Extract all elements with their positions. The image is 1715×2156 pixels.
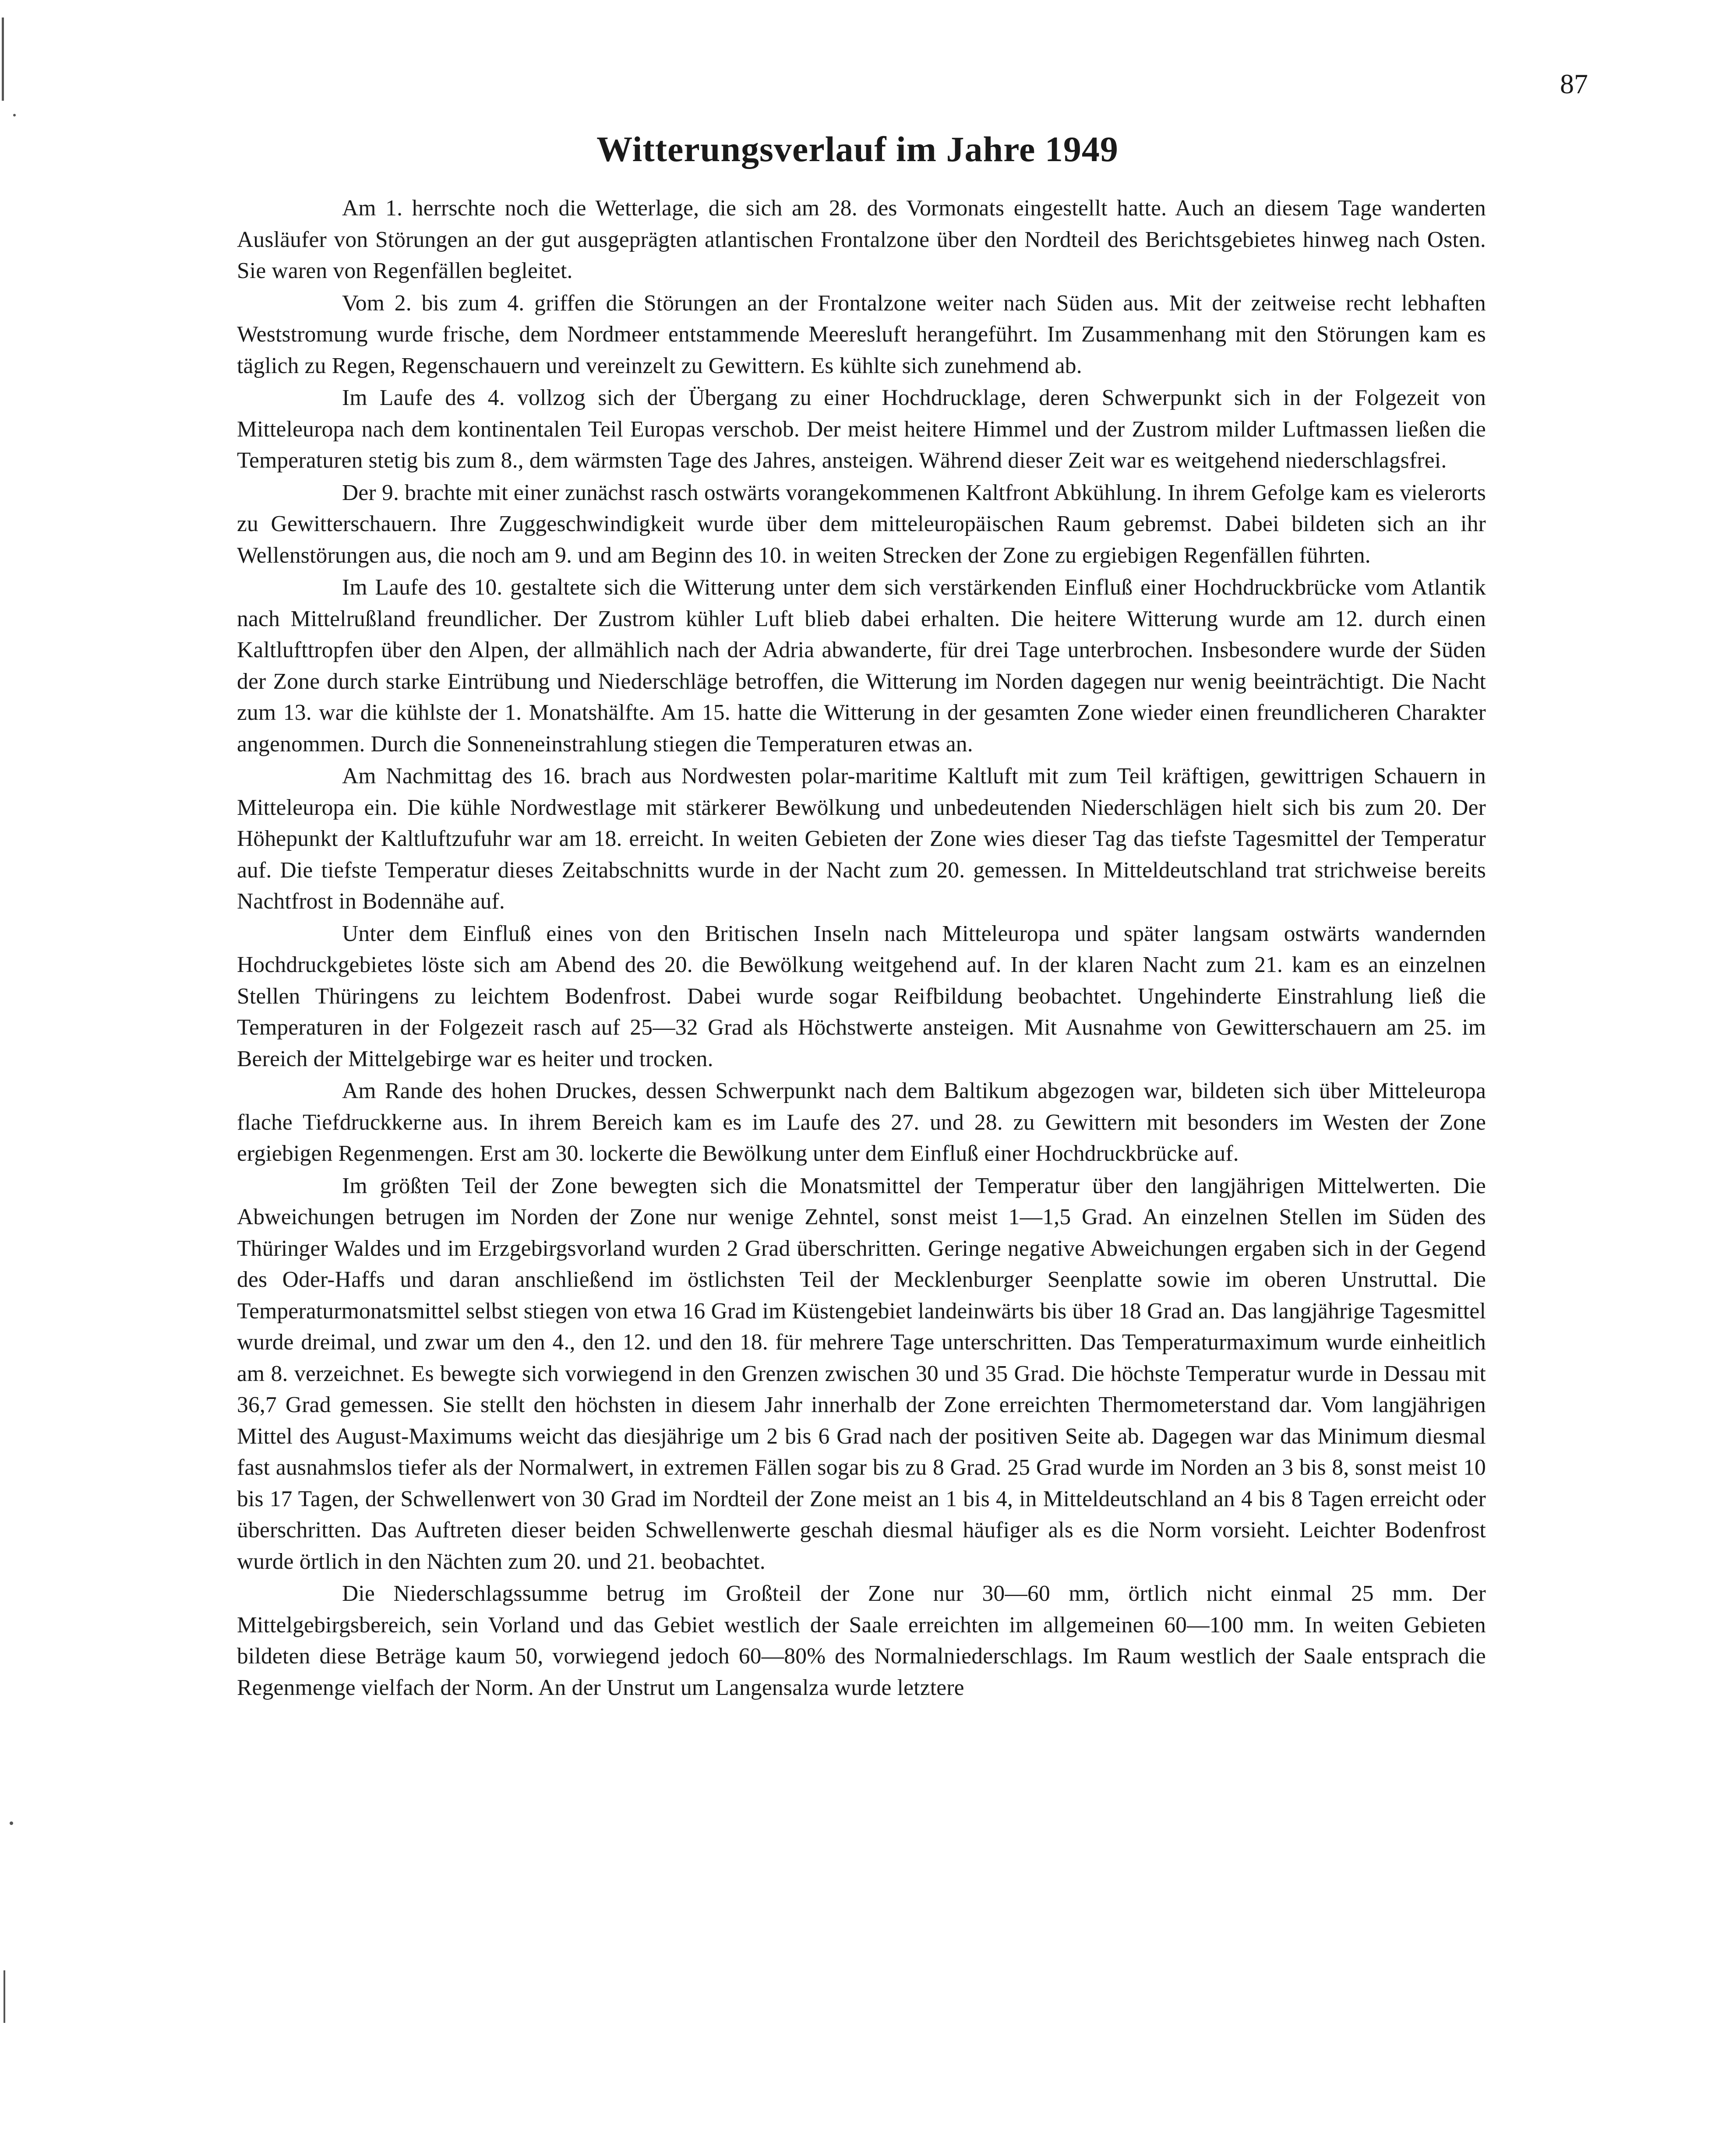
paragraph-3: Im Laufe des 4. vollzog sich der Übergang zu einer Hochdrucklage, deren Schwerpunkt sich in der Folgezeit von Mitteleuropa nach dem kontinentalen Teil Europas verschob. Der meist heitere Himmel und der Zustrom milder Luftmassen ließen die Temperaturen stetig bis zum 8., dem wärmsten Tage des Jahres, ansteigen. Während dieser Zeit war es weitgehend niederschlagsfrei. xyxy=(237,385,1486,473)
paragraph-8: Am Rande des hohen Druckes, dessen Schwerpunkt nach dem Baltikum abgezogen war, bildeten sich über Mitteleuropa flache Tiefdruckkerne aus. In ihrem Bereich kam es im Laufe des 27. und 28. zu Gewittern mit besonders im Westen der Zone ergiebigen Regenmengen. Erst am 30. lockerte die Bewölkung unter dem Einfluß einer Hochdruckbrücke auf. xyxy=(237,1078,1486,1166)
paragraph-1: Am 1. herrschte noch die Wetterlage, die sich am 28. des Vormonats eingestellt hatte. Auch an diesem Tage wanderten Ausläufer von Störungen an der gut ausgeprägten atlantischen Frontalzone über den Nordteil des Berichtsgebietes hinweg nach Osten. Sie waren von Regenfällen begleitet. xyxy=(237,196,1486,283)
page-title: Witterungsverlauf im Jahre 1949 xyxy=(596,129,1119,169)
paragraph-10: Die Niederschlagssumme betrug im Großteil der Zone nur 30—60 mm, örtlich nicht einmal 25 mm. Der Mittelgebirgsbereich, sein Vorland und das Gebiet westlich der Saale erreichten im allgemeinen 60—100 mm. In weiten Gebieten bildeten diese Beträge kaum 50, vorwiegend jedoch 60—80% des Normalniederschlags. Im Raum westlich der Saale entsprach die Regenmenge vielfach der Norm. An der Unstrut um Langensalza wurde letztere xyxy=(237,1581,1486,1700)
paragraph-7: Unter dem Einfluß eines von den Britischen Inseln nach Mitteleuropa und später langsam ostwärts wandernden Hochdruckgebietes löste sich am Abend des 20. die Bewölkung weitgehend auf. In der klaren Nacht zum 21. kam es an einzelnen Stellen Thüringens zu leichtem Bodenfrost. Dabei wurde sogar Reifbildung beobachtet. Ungehinderte Einstrahlung ließ die Temperaturen in der Folgezeit rasch auf 25—32 Grad als Höchstwerte ansteigen. Mit Ausnahme von Gewitterschauern am 25. im Bereich der Mittelgebirge war es heiter und trocken. xyxy=(237,921,1486,1071)
page-number: 87 xyxy=(1560,68,1588,99)
paragraph-2: Vom 2. bis zum 4. griffen die Störungen an der Frontalzone weiter nach Süden aus. Mit der zeitweise recht lebhaften Weststromung wurde frische, dem Nordmeer entstammende Meeresluft herangeführt. Im Zusammenhang mit den Störungen kam es täglich zu Regen, Regenschauern und vereinzelt zu Gewittern. Es kühlte sich zunehmend ab. xyxy=(237,290,1486,378)
scan-mark xyxy=(2,18,4,101)
paragraph-9: Im größten Teil der Zone bewegten sich die Monatsmittel der Temperatur über den langjährigen Mittelwerten. Die Abweichungen betrugen im Norden der Zone nur wenige Zehntel, sonst meist 1—1,5 Grad. An einzelnen Stellen im Süden des Thüringer Waldes und im Erzgebirgsvorland wurden 2 Grad überschritten. Geringe negative Abweichungen ergaben sich in der Gegend des Oder-Haffs und daran anschließend im östlichsten Teil der Mecklenburger Seenplatte sowie im oberen Unstruttal. Die Temperaturmonatsmittel selbst stiegen von etwa 16 Grad im Küstengebiet landeinwärts bis über 18 Grad an. Das langjährige Tagesmittel wurde dreimal, und zwar um den 4., den 12. und den 18. für mehrere Tage unterschritten. Das Temperaturmaximum wurde einheitlich am 8. verzeichnet. Es bewegte sich vorwiegend in den Grenzen zwischen 30 und 35 Grad. Die höchste Temperatur wurde in Dessau mit 36,7 Grad gemessen. Sie stellt den höchsten in diesem Jahr innerhalb der Zone erreichten Thermometerstand dar. Vom langjährigen Mittel des August-Maximums weicht das diesjährige um 2 bis 6 Grad nach der positiven Seite ab. Dagegen war das Minimum diesmal fast ausnahmslos tiefer als der Normalwert, in extremen Fällen sogar bis zu 8 Grad. 25 Grad wurde im Norden an 3 bis 8, sonst meist 10 bis 17 Tagen, der Schwellenwert von 30 Grad im Nordteil der Zone meist an 1 bis 4, in Mitteldeutschland an 4 bis 8 Tagen erreicht oder überschritten. Das Auftreten dieser beiden Schwellenwerte geschah diesmal häufiger als es die Norm vorsieht. Leichter Bodenfrost wurde örtlich in den Nächten zum 20. und 21. beobachtet. xyxy=(237,1173,1486,1574)
scan-mark xyxy=(4,1970,5,2023)
scan-mark xyxy=(13,114,16,116)
body-text xyxy=(237,193,1486,1704)
paragraph-4: Der 9. brachte mit einer zunächst rasch ostwärts vorangekommenen Kaltfront Abkühlung. In ihrem Gefolge kam es vielerorts zu Gewitterschauern. Ihre Zuggeschwindigkeit wurde über dem mitteleuropäischen Raum gebremst. Dabei bildeten sich an ihr Wellenstörungen aus, die noch am 9. und am Beginn des 10. in weiten Strecken der Zone zu ergiebigen Regenfällen führten. xyxy=(237,480,1486,568)
paragraph-5: Im Laufe des 10. gestaltete sich die Witterung unter dem sich verstärkenden Einfluß einer Hochdruckbrücke vom Atlantik nach Mittelrußland freundlicher. Der Zustrom kühler Luft blieb dabei erhalten. Die heitere Witterung wurde am 12. durch einen Kaltlufttropfen über den Alpen, der allmählich nach der Adria abwanderte, für drei Tage unterbrochen. Insbesondere wurde der Süden der Zone durch starke Eintrübung und Niederschläge betroffen, die Witterung im Norden dagegen nur wenig beeinträchtigt. Die Nacht zum 13. war die kühlste der 1. Monatshälfte. Am 15. hatte die Witterung in der gesamten Zone wieder einen freundlicheren Charakter angenommen. Durch die Sonneneinstrahlung stiegen die Temperaturen etwas an. xyxy=(237,575,1486,757)
scan-mark xyxy=(10,1821,13,1825)
paragraph-6: Am Nachmittag des 16. brach aus Nordwesten polar-maritime Kaltluft mit zum Teil kräftigen, gewittrigen Schauern in Mitteleuropa ein. Die kühle Nordwestlage mit stärkerer Bewölkung und unbedeutenden Niederschlägen hielt sich bis zum 20. Der Höhepunkt der Kaltluftzufuhr war am 18. erreicht. In weiten Gebieten der Zone wies dieser Tag das tiefste Tagesmittel der Temperatur auf. Die tiefste Temperatur dieses Zeitabschnitts wurde in der Nacht zum 20. gemessen. In Mitteldeutschland trat strichweise bereits Nachtfrost in Bodennähe auf. xyxy=(237,764,1486,914)
